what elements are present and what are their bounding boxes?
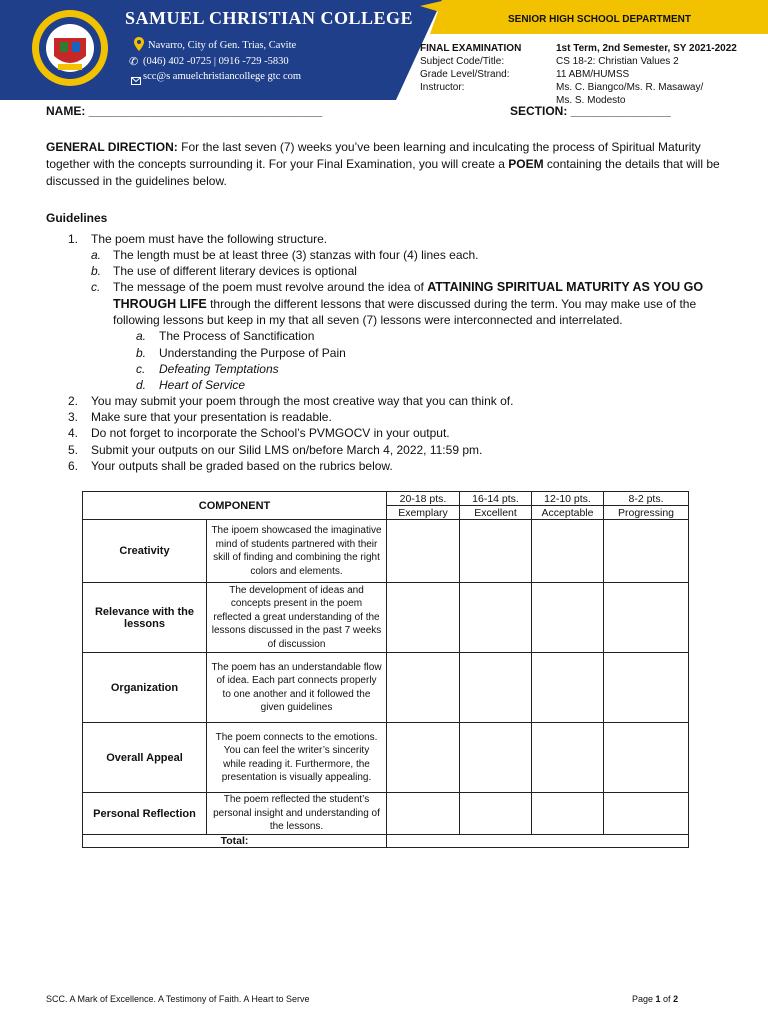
rubric-component: Creativity — [83, 520, 207, 583]
direction-text-2: containing the details that will be discussed in the guidelines below. — [46, 157, 720, 188]
sub-marker-c: c. — [91, 280, 101, 294]
direction-label: GENERAL DIRECTION: — [46, 140, 178, 154]
info-label-subject: Subject Code/Title: — [420, 56, 505, 67]
rubric-total-row — [83, 835, 689, 848]
guideline-4: Do not forget to incorporate the School’s PVMGOCV in your output. — [91, 426, 450, 440]
exam-term: 1st Term, 2nd Semester, SY 2021-2022 — [556, 43, 737, 54]
score-cell[interactable] — [604, 583, 689, 653]
rubric-level-name: Progressing — [604, 506, 689, 520]
score-cell[interactable] — [604, 793, 689, 835]
lesson-4: Heart of Service — [159, 378, 246, 392]
guidelines-heading: Guidelines — [46, 211, 108, 225]
rubric-header-row — [83, 492, 689, 506]
guideline-1c-pre: The message of the poem must revolve around the idea of — [113, 280, 428, 294]
sub-marker-a: a. — [91, 248, 102, 262]
rubric-row — [83, 583, 689, 653]
rubric-description: The poem reflected the student’s personal insight and understanding of the lessons. — [207, 793, 387, 835]
rubric-row — [83, 520, 689, 583]
info-value-subject: CS 18-2: Christian Values 2 — [556, 56, 679, 67]
guideline-1b: The use of different literary devices is optional — [113, 264, 357, 278]
section-field: SECTION: _______________ — [510, 104, 671, 118]
sub-marker-b: b. — [91, 264, 102, 278]
info-label-instructor: Instructor: — [420, 82, 465, 93]
guideline-3: Make sure that your presentation is readable. — [91, 410, 332, 424]
guideline-1a: The length must be at least three (3) stanzas with four (4) lines each. — [113, 248, 479, 262]
rubric-component: Overall Appeal — [83, 723, 207, 793]
score-cell[interactable] — [387, 793, 460, 835]
score-cell[interactable] — [460, 723, 532, 793]
guideline-1c-bold-2: THROUGH LIFE — [113, 297, 207, 311]
rubric-table — [82, 491, 689, 848]
guideline-number-2: 2. — [68, 394, 79, 408]
guideline-1c-line3: following lessons but keep in my that all seven (7) lessons were interconnected and interrelated. — [113, 313, 623, 327]
direction-emphasis: POEM — [508, 157, 544, 171]
page-current: 1 — [655, 994, 661, 1004]
general-direction — [46, 139, 726, 190]
page-prefix: Page — [632, 994, 656, 1004]
guideline-number-1: 1. — [68, 232, 79, 246]
rubric-level-pts: 16-14 pts. — [460, 492, 532, 506]
guideline-6: Your outputs shall be graded based on the rubrics below. — [91, 459, 393, 473]
college-address: Navarro, City of Gen. Trias, Cavite — [148, 40, 297, 51]
info-value-instructor: Ms. C. Biangco/Ms. R. Masaway/ — [556, 82, 704, 93]
guideline-number-5: 5. — [68, 443, 79, 457]
college-name: SAMUEL CHRISTIAN COLLEGE — [125, 8, 414, 28]
page-of: of — [660, 994, 674, 1004]
college-phone: (046) 402 -0725 | 0916 -729 -5830 — [143, 56, 289, 67]
lesson-2: Understanding the Purpose of Pain — [159, 346, 346, 360]
phone-icon: ✆ — [129, 56, 139, 68]
guideline-1c-line2 — [113, 296, 696, 312]
score-cell[interactable] — [532, 583, 604, 653]
score-cell[interactable] — [604, 723, 689, 793]
college-seal-logo — [30, 8, 110, 88]
lesson-1: The Process of Sanctification — [159, 329, 315, 343]
score-cell[interactable] — [460, 583, 532, 653]
guideline-1c-post-1: through the different lessons that were discussed during the term. You may make use of the — [206, 297, 697, 311]
rubric-level-pts: 20-18 pts. — [387, 492, 460, 506]
rubric-description: The poem has an understandable flow of idea. Each part connects properly to one another and it followed the given guidelines — [207, 653, 387, 723]
score-cell[interactable] — [532, 723, 604, 793]
guideline-number-4: 4. — [68, 426, 79, 440]
lesson-marker-b: b. — [136, 346, 147, 360]
department-label: SENIOR HIGH SCHOOL DEPARTMENT — [508, 14, 691, 25]
page-number — [632, 994, 678, 1004]
info-label-grade: Grade Level/Strand: — [420, 69, 510, 80]
score-cell[interactable] — [604, 520, 689, 583]
total-score-cell[interactable] — [387, 835, 689, 848]
guideline-1: The poem must have the following structure. — [91, 232, 328, 246]
rubric-row — [83, 723, 689, 793]
rubric-description: The ipoem showcased the imaginative mind of students partnered with their skill of finding and combining the right colors and elements. — [207, 520, 387, 583]
score-cell[interactable] — [460, 793, 532, 835]
rubric-level-pts: 12-10 pts. — [532, 492, 604, 506]
info-value-grade: 11 ABM/HUMSS — [556, 69, 630, 80]
rubric-component: Relevance with the lessons — [83, 583, 207, 653]
rubric-component-header: COMPONENT — [83, 492, 387, 520]
guideline-number-6: 6. — [68, 459, 79, 473]
rubric-row — [83, 793, 689, 835]
lesson-marker-c: c. — [136, 362, 146, 376]
rubric-description: The development of ideas and concepts present in the poem reflected a great understanding of the lessons discussed in the past 7 weeks of discussion — [207, 583, 387, 653]
rubric-component: Personal Reflection — [83, 793, 207, 835]
footer-motto: SCC. A Mark of Excellence. A Testimony of Faith. A Heart to Serve — [46, 994, 310, 1004]
email-icon — [131, 72, 141, 90]
guideline-1c-line1 — [113, 279, 703, 295]
page-total: 2 — [673, 994, 679, 1004]
rubric-level-name: Exemplary — [387, 506, 460, 520]
rubric-description: The poem connects to the emotions. You can feel the writer’s sincerity while reading it. Furthermore, the presentation is visually appealing. — [207, 723, 387, 793]
guideline-1c-bold-1: ATTAINING SPIRITUAL MATURITY AS YOU GO — [427, 280, 704, 294]
rubric-component: Organization — [83, 653, 207, 723]
rubric-total-label: Total: — [83, 835, 387, 848]
score-cell[interactable] — [387, 520, 460, 583]
score-cell[interactable] — [387, 653, 460, 723]
score-cell[interactable] — [460, 520, 532, 583]
score-cell[interactable] — [604, 653, 689, 723]
guideline-5: Submit your outputs on our Silid LMS on/before March 4, 2022, 11:59 pm. — [91, 443, 483, 457]
rubric-level-name: Acceptable — [532, 506, 604, 520]
score-cell[interactable] — [460, 653, 532, 723]
exam-title: FINAL EXAMINATION — [420, 43, 522, 54]
score-cell[interactable] — [532, 520, 604, 583]
score-cell[interactable] — [532, 653, 604, 723]
rubric-level-name: Excellent — [460, 506, 532, 520]
location-pin-icon — [134, 37, 144, 56]
score-cell[interactable] — [387, 723, 460, 793]
lesson-marker-a: a. — [136, 329, 147, 343]
college-email: scc@s amuelchristiancollege gtc com — [143, 71, 302, 82]
lesson-marker-d: d. — [136, 378, 147, 392]
lesson-3: Defeating Temptations — [159, 362, 279, 376]
direction-text-1: For the last seven (7) weeks you’ve been learning and inculcating the process of Spiritual Maturity together with the concepts surrounding it. For your Final Examination, you will create a — [46, 140, 701, 171]
info-value-instructor-cont: Ms. S. Modesto — [556, 95, 626, 106]
score-cell[interactable] — [532, 793, 604, 835]
score-cell[interactable] — [387, 583, 460, 653]
guideline-2: You may submit your poem through the most creative way that you can think of. — [91, 394, 514, 408]
guideline-number-3: 3. — [68, 410, 79, 424]
rubric-level-pts: 8-2 pts. — [604, 492, 689, 506]
name-field: NAME: ___________________________________ — [46, 104, 323, 118]
rubric-row — [83, 653, 689, 723]
